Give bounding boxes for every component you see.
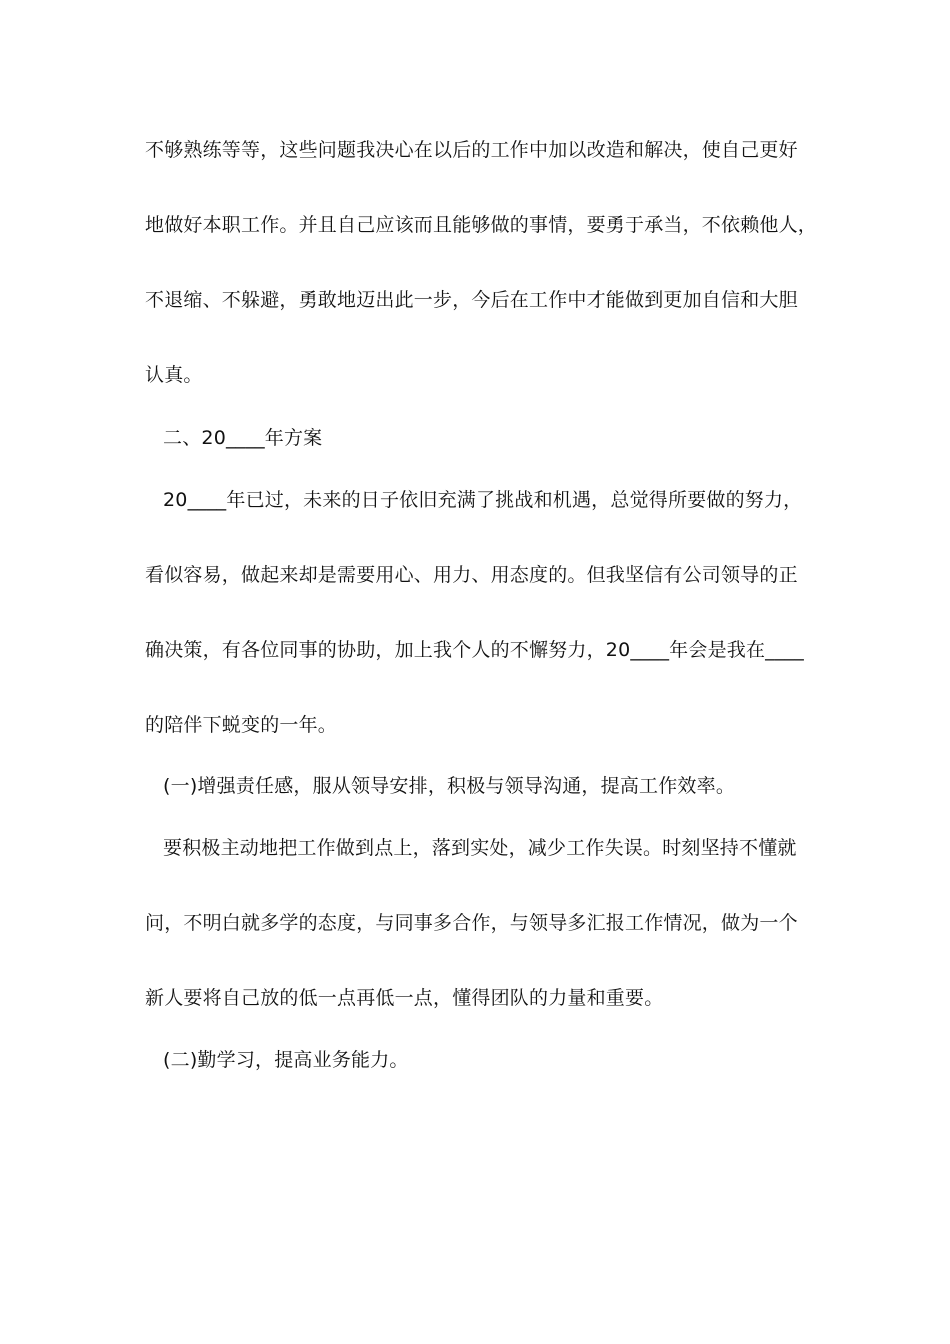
- body-text-line: 问，不明白就多学的态度，与同事多合作，与领导多汇报工作情况，做为一个: [145, 912, 798, 934]
- body-text-line: 看似容易，做起来却是需要用心、用力、用态度的。但我坚信有公司领导的正: [145, 564, 798, 586]
- body-text-line: 确决策，有各位同事的协助，加上我个人的不懈努力，20____年会是我在____: [145, 639, 804, 661]
- body-text-line: 不退缩、不躲避，勇敢地迈出此一步，今后在工作中才能做到更加自信和大胆: [145, 289, 798, 311]
- body-text-line: 20____年已过，未来的日子依旧充满了挑战和机遇，总觉得所要做的努力，: [163, 489, 803, 511]
- body-text-line: 新人要将自己放的低一点再低一点，懂得团队的力量和重要。: [145, 987, 664, 1009]
- section-heading: 二、20____年方案: [163, 427, 323, 449]
- subsection-heading: (一)增强责任感，服从领导安排，积极与领导沟通，提高工作效率。: [163, 775, 736, 797]
- body-text-line: 要积极主动地把工作做到点上，落到实处，减少工作失误。时刻坚持不懂就: [163, 837, 797, 859]
- subsection-heading: (二)勤学习，提高业务能力。: [163, 1049, 409, 1071]
- body-text-line: 不够熟练等等，这些问题我决心在以后的工作中加以改造和解决，使自己更好: [145, 139, 798, 161]
- body-text-line: 认真。: [145, 364, 203, 386]
- body-text-line: 地做好本职工作。并且自己应该而且能够做的事情，要勇于承当，不依赖他人，: [145, 214, 818, 236]
- body-text-line: 的陪伴下蜕变的一年。: [145, 714, 338, 736]
